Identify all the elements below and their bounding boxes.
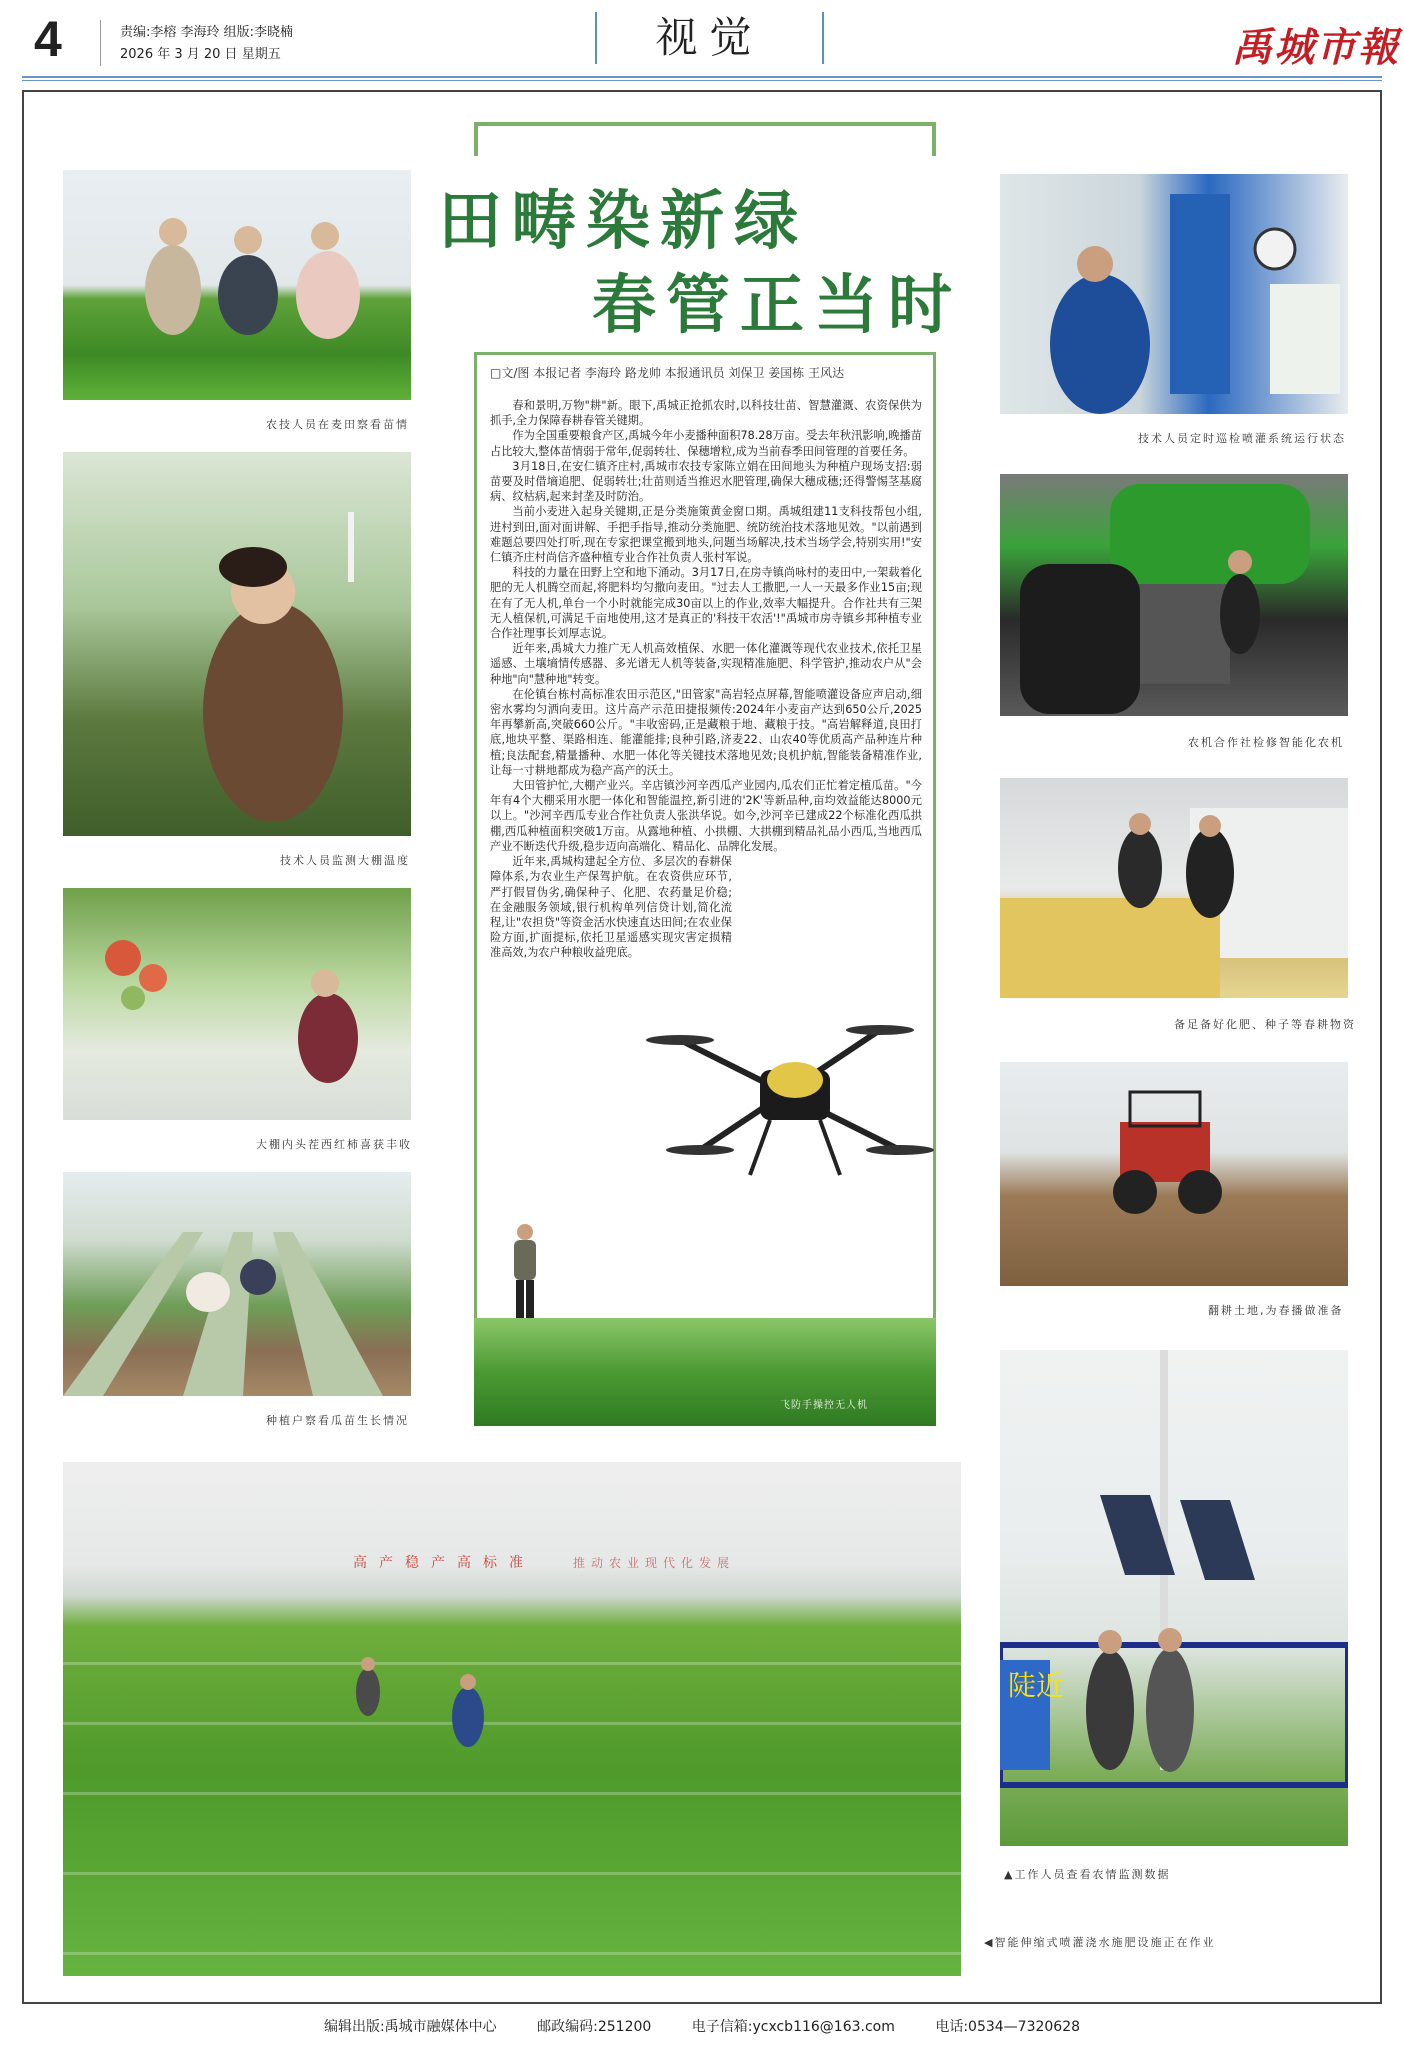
field-banner: 高产稳产高标准 bbox=[353, 1555, 535, 1571]
photo-irrigation-inspection bbox=[1000, 174, 1348, 414]
header-editors: 责编:李榕 李海玲 组版:李晓楠 bbox=[120, 25, 294, 40]
headline-line-2: 春管正当时 bbox=[592, 269, 962, 343]
drone-image bbox=[640, 1000, 940, 1200]
footer-publisher: 编辑出版:禹城市融媒体中心 bbox=[323, 2019, 497, 2035]
article-paragraph: 近年来,禹城构建起全方位、多层次的春耕保障体系,为农业生产保驾护航。在农资供应环节,严打假冒伪劣,确保种子、化肥、农药量足价稳;在金融服务领域,银行机构单列信贷计划,简化流程,让"农担贷"等资金活水快速直达田间;在农业保险方面,扩面提标,依托卫星遥感实现灾害定损精准高效,为农户种粮收益兜底。 bbox=[490, 855, 732, 960]
caption-photo-8: 翻耕土地,为春播做准备 bbox=[1208, 1304, 1344, 1317]
caption-photo-7: 备足备好化肥、种子等春耕物资 bbox=[1174, 1018, 1356, 1031]
photo-greenhouse-temperature bbox=[63, 452, 411, 836]
photo-tomato-harvest bbox=[63, 888, 411, 1120]
tractor-machine bbox=[1000, 474, 1348, 716]
photo-credit: 飞防手操控无人机 bbox=[780, 1400, 868, 1411]
article-paragraph: 当前小麦进入起身关键期,正是分类施策黄金窗口期。禹城组建11支科技帮包小组,进村到田,面对面讲解、手把手指导,推动分类施肥、统防统治技术落地见效。"以前遇到难题总要四处打听,现在专家把课堂搬到地头,问题当场解决,技术当场学会,特别实用!"安仁镇齐庄村尚信齐盛种植专业合作社负责人张村军说。 bbox=[490, 505, 922, 565]
title-bracket bbox=[474, 122, 936, 156]
caption-photo-9: ▲工作人员查看农情监测数据 bbox=[1004, 1868, 1171, 1881]
sign-text: 陡近 bbox=[1008, 1669, 1065, 1702]
section-title: 视觉 bbox=[655, 13, 764, 62]
field-banner-secondary: 推动农业现代化发展 bbox=[573, 1556, 736, 1570]
headline-line-1: 田畴染新绿 bbox=[438, 185, 808, 259]
field-workers bbox=[63, 1462, 961, 1976]
pump-and-worker bbox=[1000, 174, 1348, 414]
caption-photo-5: 技术人员定时巡检喷灌系统运行状态 bbox=[1138, 432, 1346, 445]
header-rule-thin bbox=[22, 80, 1382, 81]
photo-monitoring-station bbox=[1000, 1350, 1348, 1846]
article-paragraph: 近年来,禹城大力推广无人机高效植保、水肥一体化灌溉等现代农业技术,依托卫星遥感、土壤墒情传感器、多光谱无人机等装备,实现精准施肥、科学管护,推动农户从"会种地"向"慧种地"转变。 bbox=[490, 642, 922, 686]
header-info bbox=[120, 22, 293, 66]
article-byline: □文/图 本报记者 李海玲 路龙帅 本报通讯员 刘保卫 姜国栋 王风达 bbox=[490, 366, 845, 380]
tomato-plants bbox=[63, 888, 411, 1120]
caption-photo-4: 种植户察看瓜苗生长情况 bbox=[266, 1414, 409, 1427]
caption-photo-10: ◀智能伸缩式喷灌浇水施肥设施正在作业 bbox=[984, 1936, 1216, 1949]
photo-melon-seedlings bbox=[63, 1172, 411, 1396]
greenhouse-worker-figure bbox=[63, 452, 411, 836]
caption-photo-6: 农机合作社检修智能化农机 bbox=[1188, 736, 1344, 749]
photo-fertilizer-supplies bbox=[1000, 778, 1348, 998]
caption-photo-1: 农技人员在麦田察看苗情 bbox=[266, 418, 409, 431]
photo-sprinkler-irrigation bbox=[63, 1462, 961, 1976]
page-number: 4 bbox=[34, 11, 62, 67]
solar-monitoring-station bbox=[1000, 1350, 1348, 1846]
article-paragraph: 科技的力量在田野上空和地下涌动。3月17日,在房寺镇尚咏村的麦田中,一架载着化肥的无人机腾空而起,将肥料均匀撒向麦田。"过去人工撒肥,一人一天最多作业15亩;现在有了无人机,单台一个小时就能完成30亩以上的作业,效率大幅提升。合作社共有三架无人植保机,可满足千亩地使用,这才是真正的'科技干农活'!"禹城市房寺镇乡邦种植专业合作社理事长刘厚志说。 bbox=[490, 566, 922, 641]
article-paragraph: 作为全国重要粮食产区,禹城今年小麦播种面积78.28万亩。受去年秋汛影响,晚播苗占比较大,整体苗情弱于常年,促弱转壮、保穗增粒,成为当前春季田间管理的首要任务。 bbox=[490, 429, 922, 458]
footer-phone: 电话:0534—7320628 bbox=[935, 2019, 1081, 2035]
footer-email[interactable]: 电子信箱:ycxcb116@163.com bbox=[691, 2019, 895, 2035]
article-paragraph: 大田管护忙,大棚产业兴。辛店镇沙河辛西瓜产业园内,瓜农们正忙着定植瓜苗。"今年有4个大棚采用水肥一体化和智能温控,新引进的'2K'等新品种,亩均效益能达8000元以上。"沙河辛西瓜专业合作社负责人张洪华说。如今,沙河辛已建成22个标准化西瓜拱棚,西瓜种植面积突破1万亩。从露地种植、小拱棚、大拱棚到精品礼品小西瓜,当地西瓜产业不断迭代升级,稳步迈向高端化、精品化、品牌化发展。 bbox=[490, 779, 922, 853]
article-paragraph: 春和景明,万物"耕"新。眼下,禹城正抢抓农时,以科技壮苗、智慧灌溉、农资保供为抓手,全力保障春耕春管关键期。 bbox=[490, 399, 922, 428]
header-date: 2026 年 3 月 20 日 星期五 bbox=[120, 47, 281, 62]
tractor-in-field bbox=[1000, 1062, 1348, 1286]
greenhouse-rows bbox=[63, 1172, 411, 1396]
photo-plowing-land bbox=[1000, 1062, 1348, 1286]
people-figures bbox=[63, 170, 411, 400]
photo-wheat-field-inspection bbox=[63, 170, 411, 400]
footer-postcode: 邮政编码:251200 bbox=[537, 2019, 652, 2035]
caption-photo-3: 大棚内头茬西红柿喜获丰收 bbox=[256, 1138, 412, 1151]
page-footer bbox=[0, 2016, 1404, 2036]
fertilizer-bags bbox=[1000, 778, 1348, 998]
article-paragraph: 3月18日,在安仁镇齐庄村,禹城市农技专家陈立娟在田间地头为种植户现场支招:弱苗要及时借墒追肥、促弱转壮;壮苗则适当推迟水肥管理,确保大穗成穗;还得警惕茎基腐病、纹枯病,起来封垄及时防治。 bbox=[490, 459, 922, 504]
article-body bbox=[490, 398, 922, 961]
drone-operator-figure bbox=[506, 1222, 544, 1320]
photo-machinery-repair bbox=[1000, 474, 1348, 716]
newspaper-logo: 禹城市報 bbox=[1232, 24, 1400, 71]
caption-photo-2: 技术人员监测大棚温度 bbox=[280, 854, 410, 867]
header-divider bbox=[100, 20, 101, 66]
article-paragraph: 在伦镇台栋村高标准农田示范区,"田管家"高岩轻点屏幕,智能喷灌设备应声启动,细密水雾均匀洒向麦田。这片高产示范田捷报频传:2024年小麦亩产达到650公斤,2025年再攀新高,突破660公斤。"丰收密码,正是藏粮于地、藏粮于技。"高岩解释道,良田打底,地块平整、渠路相连、能灌能排;良种引路,济麦22、山农40等优质高产品种连片种植;良法配套,精量播种、水肥一体化等关键技术落地见效;良机护航,智能装备精准作业,让每一寸耕地都成为稳产高产的沃土。 bbox=[490, 687, 922, 777]
header-rule bbox=[22, 76, 1382, 78]
